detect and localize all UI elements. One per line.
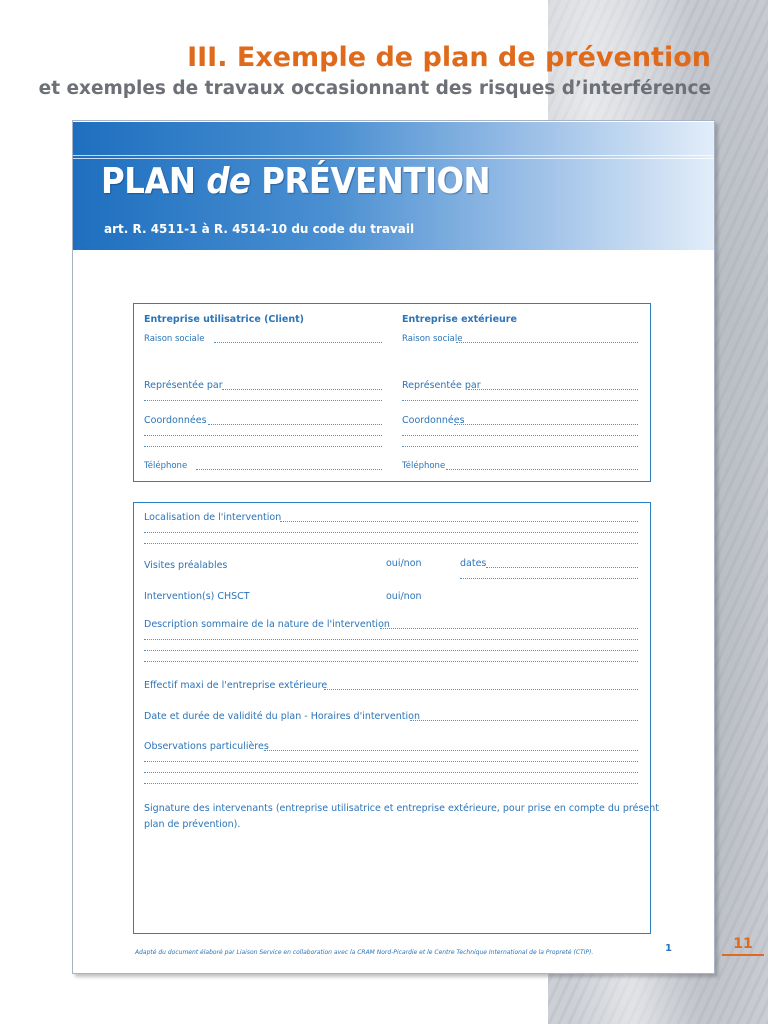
dates-label: dates [460, 558, 487, 569]
exterieure-representee-field-extra[interactable] [402, 400, 638, 401]
legal-reference: art. R. 4511-1 à R. 4514-10 du code du travail [104, 222, 415, 236]
localisation-field-extra[interactable] [144, 532, 638, 533]
client-representee-label: Représentée par [144, 380, 223, 391]
client-raison-sociale-field[interactable] [214, 342, 382, 343]
visites-label: Visites préalables [144, 560, 228, 571]
description-field[interactable] [380, 628, 638, 629]
exterieure-representee-field[interactable] [468, 389, 638, 390]
exterieure-coordonnees-label: Coordonnées [402, 415, 465, 426]
client-heading: Entreprise utilisatrice (Client) [144, 314, 304, 325]
description-field-extra[interactable] [144, 661, 638, 662]
client-telephone-field[interactable] [196, 469, 382, 470]
exterieure-coordonnees-field-extra[interactable] [402, 435, 638, 436]
effectif-field[interactable] [324, 689, 638, 690]
prevention-plan-document [72, 120, 715, 974]
companies-section [133, 303, 651, 482]
exterieure-coordonnees-field-extra[interactable] [402, 446, 638, 447]
date-duree-label: Date et durée de validité du plan - Horaires d'intervention [144, 711, 420, 722]
observations-field[interactable] [264, 750, 638, 751]
document-title [101, 161, 490, 202]
client-coordonnees-label: Coordonnées [144, 415, 207, 426]
chsct-oui-non[interactable]: oui/non [386, 591, 422, 602]
exterieure-coordonnees-field[interactable] [454, 424, 638, 425]
document-title-de: de [206, 161, 251, 202]
exterieure-representee-label: Représentée par [402, 380, 481, 391]
dates-field[interactable] [486, 567, 638, 568]
document-title-plan: PLAN [101, 161, 207, 202]
page-title: III. Exemple de plan de prévention [187, 42, 711, 73]
client-coordonnees-field-extra[interactable] [144, 435, 382, 436]
localisation-field[interactable] [280, 521, 638, 522]
description-label: Description sommaire de la nature de l'intervention [144, 619, 390, 630]
visites-oui-non[interactable]: oui/non [386, 558, 422, 569]
footer-source-note: Adapté du document élaboré par Liaison Service en collaboration avec la CRAM Nord-Picardie et le Centre Technique International de la Propreté (CTIP). [135, 949, 594, 956]
client-representee-field-extra[interactable] [144, 400, 382, 401]
exterieure-raison-sociale-label: Raison sociale [402, 334, 463, 344]
client-telephone-label: Téléphone [144, 461, 188, 471]
signature-text-line2: plan de prévention). [144, 819, 241, 830]
description-field-extra[interactable] [144, 639, 638, 640]
exterieure-raison-sociale-field[interactable] [456, 342, 638, 343]
client-representee-field[interactable] [222, 389, 382, 390]
dates-field-extra[interactable] [460, 578, 638, 579]
localisation-label: Localisation de l'intervention [144, 512, 282, 523]
chsct-label: Intervention(s) CHSCT [144, 591, 250, 602]
band-divider [73, 155, 714, 156]
signature-text-line1: Signature des intervenants (entreprise utilisatrice et entreprise extérieure, pour prise en compte du présent [144, 803, 660, 814]
client-coordonnees-field[interactable] [208, 424, 382, 425]
exterieure-heading: Entreprise extérieure [402, 314, 517, 325]
page-number: 11 [722, 936, 764, 956]
document-page-number: 1 [665, 943, 672, 954]
intervention-section [133, 502, 660, 934]
exterieure-telephone-label: Téléphone [402, 461, 446, 471]
page-subtitle: et exemples de travaux occasionnant des risques d’interférence [38, 78, 711, 99]
observations-field-extra[interactable] [144, 783, 638, 784]
localisation-field-extra[interactable] [144, 543, 638, 544]
observations-label: Observations particulières [144, 741, 269, 752]
observations-field-extra[interactable] [144, 772, 638, 773]
observations-field-extra[interactable] [144, 761, 638, 762]
effectif-label: Effectif maxi de l'entreprise extérieure [144, 680, 328, 691]
client-raison-sociale-label: Raison sociale [144, 334, 205, 344]
date-duree-field[interactable] [410, 720, 638, 721]
description-field-extra[interactable] [144, 650, 638, 651]
exterieure-telephone-field[interactable] [446, 469, 638, 470]
band-divider [73, 158, 714, 159]
client-coordonnees-field-extra[interactable] [144, 446, 382, 447]
document-title-prevention: PRÉVENTION [250, 161, 491, 202]
